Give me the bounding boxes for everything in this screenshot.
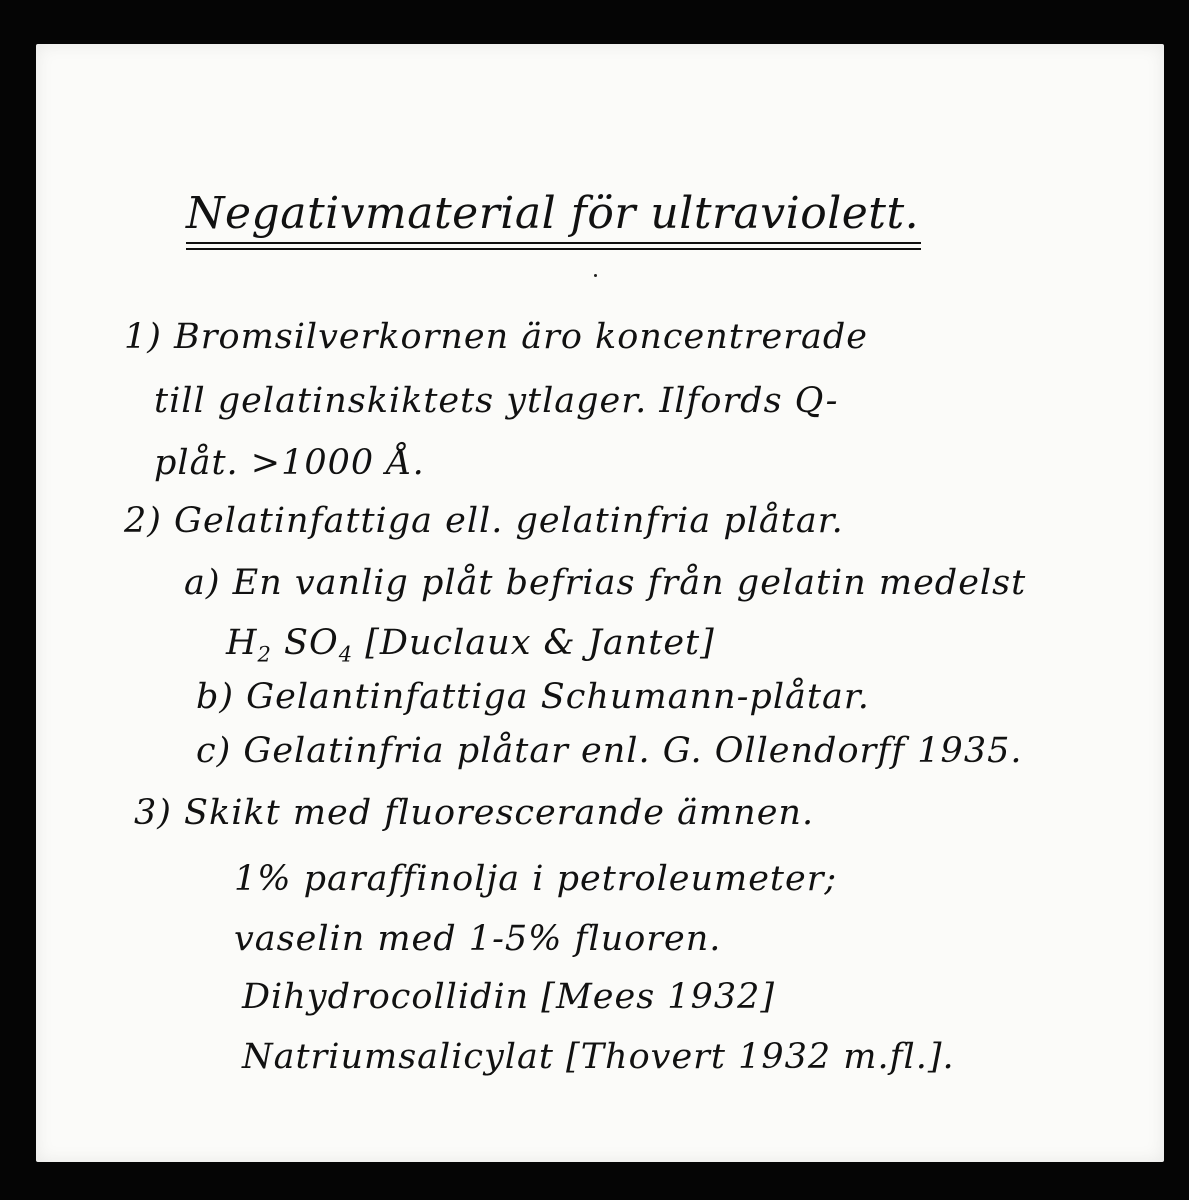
line-4: 2) Gelatinfattiga ell. gelatinfria plåtar.: [124, 501, 844, 541]
line-10: 1% paraffinolja i petroleumeter;: [234, 859, 838, 899]
line-11: vaselin med 1-5% fluoren.: [234, 919, 722, 959]
line-9: 3) Skikt med fluorescerande ämnen.: [134, 793, 815, 833]
formula-so: SO: [284, 623, 339, 663]
line-5: a) En vanlig plåt befrias från gelatin medelst: [184, 563, 1027, 603]
formula-h: H: [226, 623, 258, 663]
line-7: b) Gelantinfattiga Schumann-plåtar.: [196, 677, 870, 717]
title-underline-2: [186, 248, 921, 250]
ink-mark: [594, 274, 597, 277]
handwritten-slide: [36, 44, 1164, 1162]
citation-duclaux-jantet: [Duclaux & Jantet]: [365, 623, 715, 663]
line-3: plåt. >1000 Å.: [154, 443, 425, 483]
formula-h-subscript: 2: [257, 642, 272, 667]
line-13: Natriumsalicylat [Thovert 1932 m.fl.].: [242, 1037, 955, 1077]
slide-title: Negativmaterial för ultraviolett.: [186, 188, 920, 239]
title-underline-1: [186, 242, 921, 244]
formula-so-subscript: 4: [338, 642, 354, 667]
line-6: [226, 623, 715, 667]
line-12: Dihydrocollidin [Mees 1932]: [242, 977, 776, 1017]
line-1: 1) Bromsilverkornen äro koncentrerade: [124, 317, 868, 357]
line-8: c) Gelatinfria plåtar enl. G. Ollendorff 1935.: [196, 731, 1023, 771]
line-2: till gelatinskiktets ytlager. Ilfords Q-: [154, 381, 839, 421]
